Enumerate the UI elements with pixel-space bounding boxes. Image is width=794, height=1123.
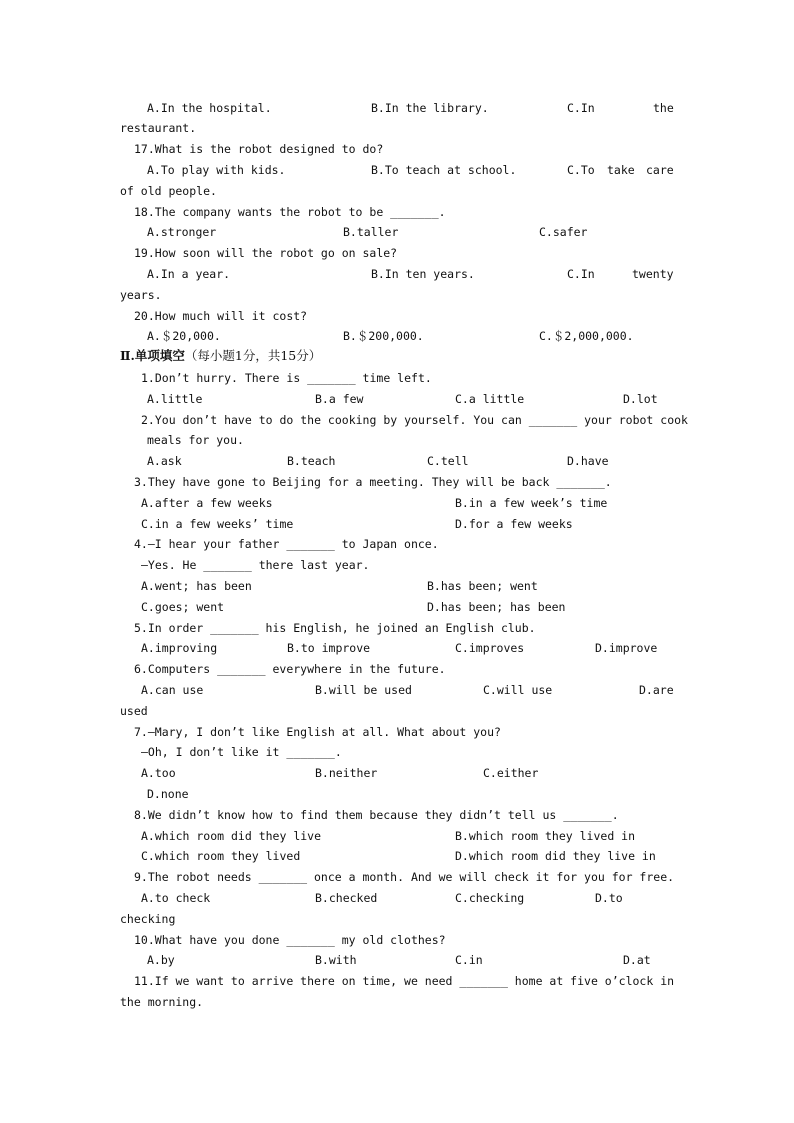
mc-q5-option-b: B.to improve <box>287 641 371 655</box>
section-numeral: Ⅱ. <box>120 348 135 363</box>
mc-q7-stem: 7.—Mary, I don’t like English at all. What about you? <box>134 725 501 739</box>
mc-q9-option-d-part1: D.to <box>595 891 623 905</box>
q19-option-c-part1: C.In <box>567 267 595 281</box>
q20-option-b: B.＄200,000. <box>343 329 424 343</box>
mc-q2-option-b: B.teach <box>287 454 336 468</box>
mc-q11-stem: 11.If we want to arrive there on time, we need _______ home at five o’clock in <box>134 974 675 988</box>
q18-option-b: B.taller <box>343 225 399 239</box>
section-heading <box>120 349 321 363</box>
mc-q8-stem: 8.We didn’t know how to find them because they didn’t tell us _______. <box>134 808 619 822</box>
q18-option-c: C.safer <box>539 225 588 239</box>
mc-q8-option-a: A.which room did they live <box>141 829 322 843</box>
mc-q2-option-d: D.have <box>567 454 609 468</box>
mc-q9-option-b: B.checked <box>315 891 378 905</box>
mc-q2-option-c: C.tell <box>427 454 469 468</box>
mc-q7-option-d: D.none <box>147 787 189 801</box>
mc-q4-stem: 4.—I hear your father _______ to Japan once. <box>134 537 439 551</box>
q16-option-c-part2: the <box>653 101 674 115</box>
mc-q1-stem: 1.Don’t hurry. There is _______ time left. <box>141 371 432 385</box>
q16-option-c-part1: C.In <box>567 101 595 115</box>
mc-q1-option-d: D.lot <box>623 392 658 406</box>
q16-option-b: B.In the library. <box>371 101 489 115</box>
mc-q6-option-d-part1: D.are <box>639 683 674 697</box>
mc-q11-stem-cont: the morning. <box>120 995 204 1009</box>
q19-option-c-part3: years. <box>120 288 162 302</box>
mc-q3-option-b: B.in a few week’s time <box>455 496 608 510</box>
mc-q5-option-c: C.improves <box>455 641 525 655</box>
q20-option-c: C.＄2,000,000. <box>539 329 634 343</box>
mc-q2-stem-cont: meals for you. <box>147 433 244 447</box>
mc-q8-option-c: C.which room they lived <box>141 849 301 863</box>
q17-option-c-part3: care <box>646 163 674 177</box>
q17-option-c-part1: C.To <box>567 163 595 177</box>
mc-q1-option-b: B.a few <box>315 392 364 406</box>
q16-option-a: A.In the hospital. <box>147 101 272 115</box>
mc-q10-option-b: B.with <box>315 953 357 967</box>
q16-option-c-part3: restaurant. <box>120 121 197 135</box>
mc-q3-stem: 3.They have gone to Beijing for a meeting. They will be back _______. <box>134 475 612 489</box>
mc-q3-option-d: D.for a few weeks <box>455 517 573 531</box>
mc-q6-option-a: A.can use <box>141 683 204 697</box>
mc-q8-option-b: B.which room they lived in <box>455 829 636 843</box>
q19-stem: 19.How soon will the robot go on sale? <box>134 246 398 260</box>
mc-q9-option-c: C.checking <box>455 891 525 905</box>
q19-option-a: A.In a year. <box>147 267 231 281</box>
mc-q3-option-a: A.after a few weeks <box>141 496 273 510</box>
mc-q10-option-c: C.in <box>455 953 483 967</box>
mc-q6-option-b: B.will be used <box>315 683 412 697</box>
mc-q1-option-a: A.little <box>147 392 203 406</box>
mc-q10-stem: 10.What have you done _______ my old clothes? <box>134 933 446 947</box>
mc-q10-option-a: A.by <box>147 953 175 967</box>
mc-q1-option-c: C.a little <box>455 392 525 406</box>
q17-option-c-part2: take <box>607 163 635 177</box>
mc-q4-stem-cont: —Yes. He _______ there last year. <box>141 558 370 572</box>
q17-option-b: B.To teach at school. <box>371 163 517 177</box>
section-note: （每小题1分，共15分） <box>184 348 322 363</box>
mc-q9-option-d-part2: checking <box>120 912 176 926</box>
mc-q8-option-d: D.which room did they live in <box>455 849 656 863</box>
mc-q2-stem: 2.You don’t have to do the cooking by yourself. You can _______ your robot cook <box>141 413 688 427</box>
q17-stem: 17.What is the robot designed to do? <box>134 142 384 156</box>
mc-q4-option-d: D.has been; has been <box>427 600 566 614</box>
q19-option-c-part2: twenty <box>632 267 674 281</box>
mc-q6-stem: 6.Computers _______ everywhere in the future. <box>134 662 446 676</box>
q19-option-b: B.In ten years. <box>371 267 475 281</box>
mc-q3-option-c: C.in a few weeks’ time <box>141 517 294 531</box>
q18-stem: 18.The company wants the robot to be _______. <box>134 205 446 219</box>
mc-q2-option-a: A.ask <box>147 454 182 468</box>
mc-q10-option-d: D.at <box>623 953 651 967</box>
mc-q7-option-b: B.neither <box>315 766 378 780</box>
mc-q5-option-d: D.improve <box>595 641 658 655</box>
mc-q7-stem-cont: —Oh, I don’t like it _______. <box>141 745 342 759</box>
q20-stem: 20.How much will it cost? <box>134 309 308 323</box>
mc-q7-option-c: C.either <box>483 766 539 780</box>
q17-option-a: A.To play with kids. <box>147 163 286 177</box>
mc-q5-option-a: A.improving <box>141 641 218 655</box>
mc-q7-option-a: A.too <box>141 766 176 780</box>
mc-q4-option-a: A.went; has been <box>141 579 252 593</box>
mc-q4-option-b: B.has been; went <box>427 579 538 593</box>
mc-q9-option-a: A.to check <box>141 891 211 905</box>
mc-q6-option-d-part2: used <box>120 704 148 718</box>
q18-option-a: A.stronger <box>147 225 217 239</box>
q20-option-a: A.＄20,000. <box>147 329 221 343</box>
section-title: 单项填空 <box>134 348 185 363</box>
mc-q9-stem: 9.The robot needs _______ once a month. And we will check it for you for free. <box>134 870 675 884</box>
q17-option-c-part4: of old people. <box>120 184 217 198</box>
mc-q5-stem: 5.In order _______ his English, he joined an English club. <box>134 621 536 635</box>
mc-q6-option-c: C.will use <box>483 683 553 697</box>
mc-q4-option-c: C.goes; went <box>141 600 225 614</box>
